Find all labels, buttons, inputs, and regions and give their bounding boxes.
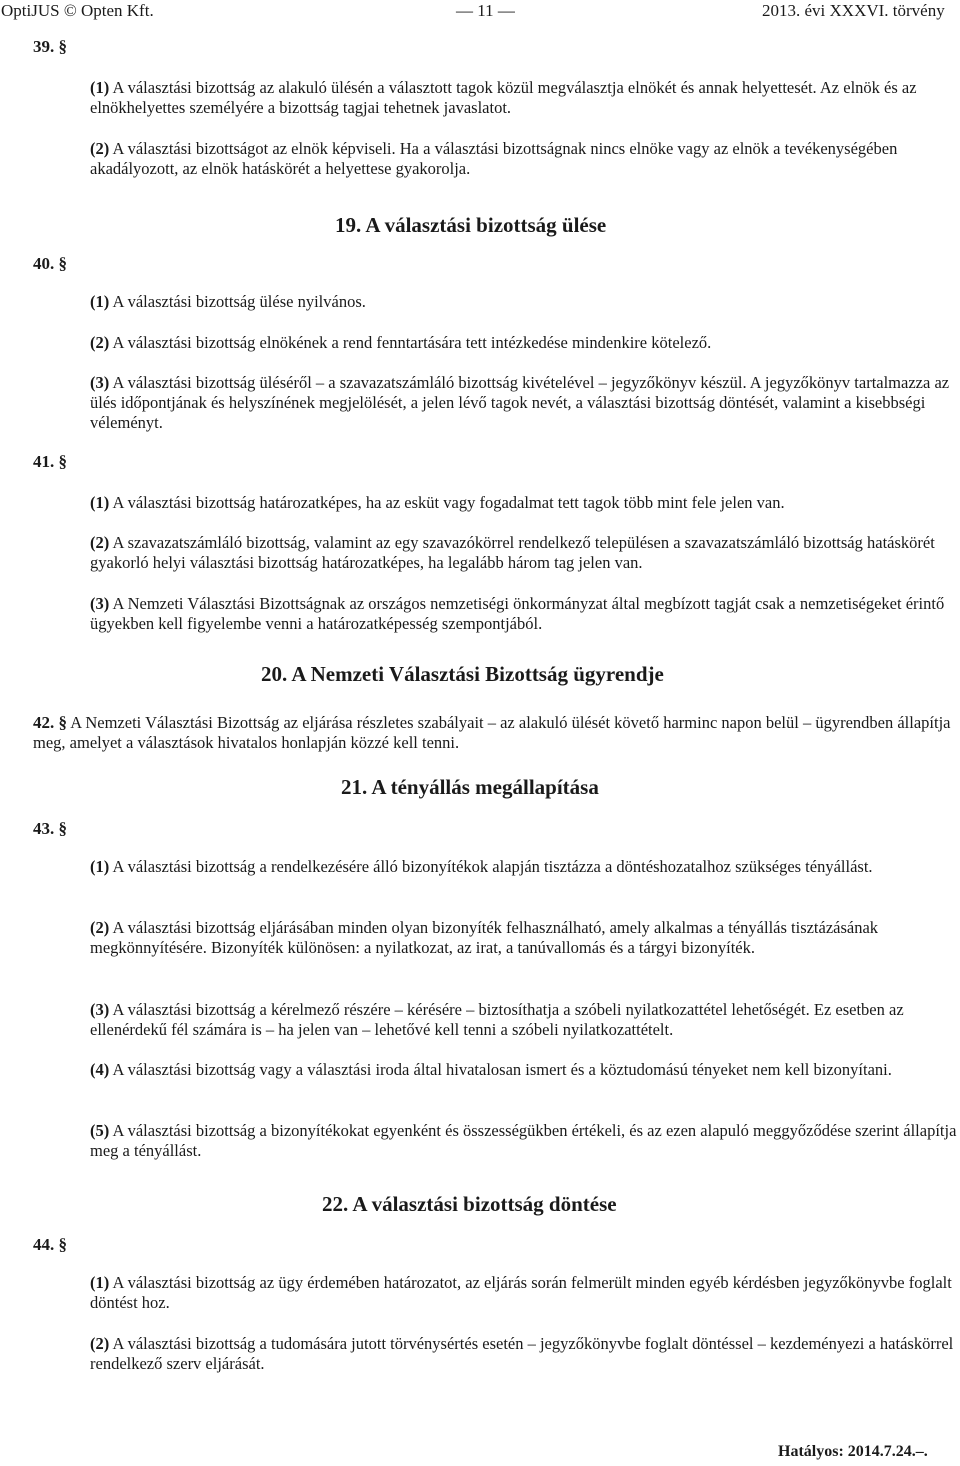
paragraph-text: A választási bizottság a kérelmező részére – kérésére – biztosíthatja a szóbeli nyilatkozattétel lehetőségét. Ez esetben az ellenérdekű fél számára is – ha jelen van – lehetővé kell tenni a szóbeli nyilatkozattételt. [90,1000,904,1039]
paragraph-number: (1) [90,1273,110,1292]
paragraph-number: (1) [90,493,110,512]
paragraph-number: (1) [90,857,110,876]
subheading-20: 20. A Nemzeti Választási Bizottság ügyrendje [261,662,664,686]
subheading-22: 22. A választási bizottság döntése [322,1192,617,1216]
paragraph-text: A választási bizottság határozatképes, ha az esküt vagy fogadalmat tett tagok több mint fele jelen van. [112,493,785,512]
paragraph-number: (2) [90,918,110,937]
paragraph-number: (2) [90,1334,110,1353]
section-44-number: 44. § [33,1235,67,1254]
paragraph-text: A választási bizottság az alakuló ülésén a választott tagok közül megválasztja elnökét és annak helyettesét. Az elnök és az elnökhelyettes személyére a bizottság tagjai tehetnek javaslatot. [90,78,917,117]
header-publisher: OptiJUS © Opten Kft. [1,1,154,20]
paragraph-number: (2) [90,139,110,158]
paragraph-number: (3) [90,373,110,392]
section-40-number: 40. § [33,254,67,273]
section-43-paragraph-3 [90,1000,958,1040]
paragraph-number: (1) [90,292,110,311]
paragraph-text: A választási bizottság vagy a választási iroda által hivatalosan ismert és a köztudomású tényeket nem kell bizonyítani. [112,1060,892,1079]
section-40-paragraph-2 [90,333,958,353]
section-43-paragraph-4 [90,1060,958,1080]
paragraph-text: A választási bizottság elnökének a rend fenntartására tett intézkedése mindenkire kötelező. [112,333,712,352]
paragraph-text: A Nemzeti Választási Bizottságnak az országos nemzetiségi önkormányzat által megbízott tagját csak a nemzetiségeket érintő ügyekben kell figyelembe venni a határozatképesség szempontjából. [90,594,945,633]
page-number: — 11 — [456,1,515,20]
section-43-number: 43. § [33,819,67,838]
paragraph-number: (4) [90,1060,110,1079]
paragraph-text: A választási bizottság ülése nyilvános. [112,292,366,311]
paragraph-text: A választási bizottság üléséről – a szavazatszámláló bizottság kivételével – jegyzőkönyv készül. A jegyzőkönyv tartalmazza az ülés időpontjának és helyszínének megjelölését, a jelen lévő tagok nevét, a választási bizottság döntését, valamint a kisebbségi véleményt. [90,373,950,432]
paragraph-text: A szavazatszámláló bizottság, valamint az egy szavazókörrel rendelkező településen a szavazatszámláló bizottság hatáskörét gyakorló helyi választási bizottság határozatképes, ha legalább három tag jelen van. [90,533,935,572]
section-41-paragraph-3 [90,594,958,634]
section-42-text: A Nemzeti Választási Bizottság az eljárása részletes szabályait – az alakuló ülését követő harminc napon belül – ügyrendben állapítja meg, amelyet a választások hivatalos honlapján közzé kell tenni. [33,713,951,752]
section-42 [33,713,958,753]
section-39-paragraph-1 [90,78,958,118]
section-39-paragraph-2 [90,139,958,179]
paragraph-number: (2) [90,533,110,552]
section-41-number: 41. § [33,452,67,471]
header-law-title: 2013. évi XXXVI. törvény [762,1,945,20]
section-43-paragraph-5 [90,1121,958,1161]
paragraph-text: A választási bizottság a bizonyítékokat egyenként és összességükben értékeli, és az ezen alapuló meggyőződése szerint állapítja meg a tényállást. [90,1121,957,1160]
paragraph-text: A választási bizottság a rendelkezésére álló bizonyítékok alapján tisztázza a döntéshozatalhoz szükséges tényállást. [112,857,873,876]
paragraph-text: A választási bizottság eljárásában minden olyan bizonyíték felhasználható, amely alkalmas a tényállás tisztázásának megkönnyítésére. Bizonyíték különösen: a nyilatkozat, az irat, a tanúvallomás és a tárgyi bizonyíték. [90,918,879,957]
paragraph-number: (1) [90,78,110,97]
section-41-paragraph-1 [90,493,958,513]
section-44-paragraph-1 [90,1273,958,1313]
paragraph-number: (3) [90,594,110,613]
paragraph-number: (3) [90,1000,110,1019]
paragraph-text: A választási bizottság a tudomására jutott törvénysértés esetén – jegyzőkönyvbe foglalt döntéssel – kezdeményezi a hatáskörrel rendelkező szerv eljárását. [90,1334,954,1373]
paragraph-number: (5) [90,1121,110,1140]
section-40-paragraph-1 [90,292,958,312]
section-40-paragraph-3 [90,373,958,433]
section-43-paragraph-2 [90,918,958,958]
section-42-number: 42. § [33,713,67,732]
effective-date: Hatályos: 2014.7.24.–. [778,1443,928,1460]
section-44-paragraph-2 [90,1334,958,1374]
paragraph-number: (2) [90,333,110,352]
section-43-paragraph-1 [90,857,958,877]
section-39-number: 39. § [33,37,67,56]
section-41-paragraph-2 [90,533,958,573]
subheading-21: 21. A tényállás megállapítása [341,775,599,799]
paragraph-text: A választási bizottság az ügy érdemében határozatot, az eljárás során felmerült minden egyéb kérdésben jegyzőkönyvbe foglalt döntést hoz. [90,1273,952,1312]
subheading-19: 19. A választási bizottság ülése [335,213,607,237]
paragraph-text: A választási bizottságot az elnök képviseli. Ha a választási bizottságnak nincs elnöke vagy az elnök a tevékenységében akadályozott, az elnök hatáskörét a helyettese gyakorolja. [90,139,898,178]
